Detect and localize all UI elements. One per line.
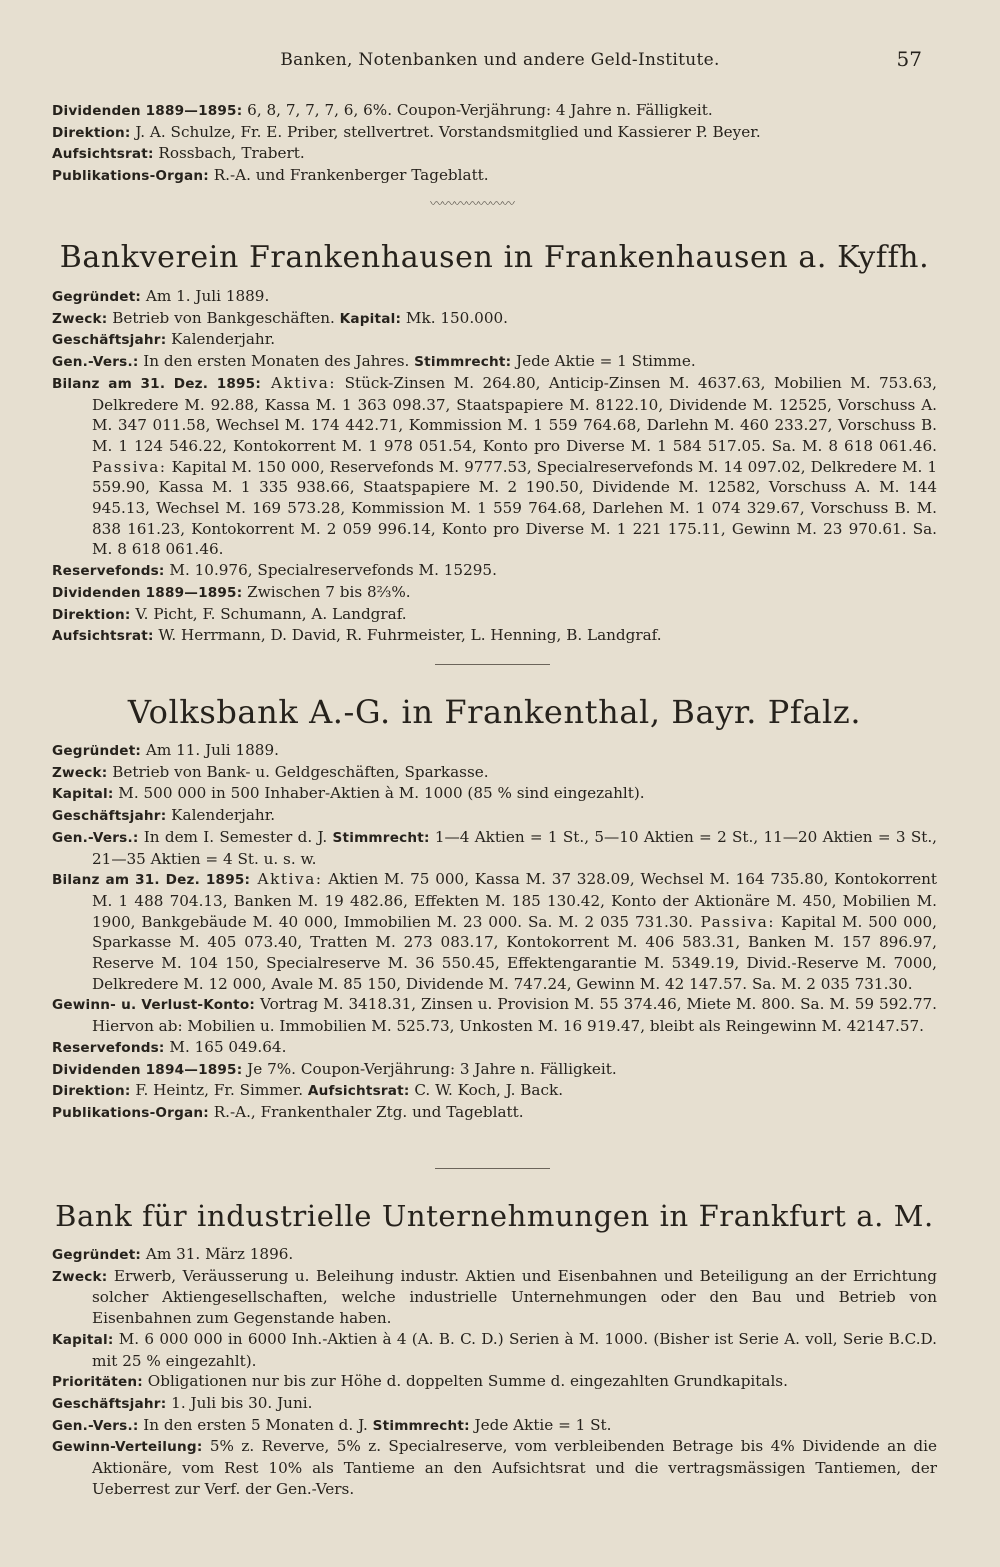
paragraph: Prioritäten: Obligationen nur bis zur Höhe d. doppelten Summe d. eingezahlten Grundkapitals. [52,1372,788,1391]
paragraph: Dividenden 1889—1895: 6, 8, 7, 7, 7, 6, 6%. Coupon-Verjährung: 4 Jahre n. Fälligkeit. [52,101,713,119]
running-head [0,47,1000,80]
paragraph: Reservefonds: M. 10.976, Specialreservefonds M. 15295. [52,561,497,580]
paragraph: Publikations-Organ: R.-A. und Frankenberger Tageblatt. [52,166,489,185]
paragraph: Direktion: J. A. Schulze, Fr. E. Priber, stellvertret. Vorstandsmitglied und Kassierer P. Beyer. [52,122,761,141]
top-continuation [52,100,937,187]
paragraph: Bilanz am 31. Dez. 1895: Aktiva: Aktien M. 75 000, Kassa M. 37 328.09, Wechsel M. 164 735.80, Kontokorrent M. 1 488 704.13, Banken M. 19 482.86, Effekten M. 185 130.42, Konto der Aktionäre M. 450, Mobilien M. 1900, Bankgebäude M. 40 000, Immobilien M. 23 000. Sa. M. 2 035 731.30. Passiva: Kapital M. 500 000, Sparkasse M. 405 073.40, Tratten M. 273 083.17, Kontokorrent M. 406 583.31, Banken M. 157 896.97, Reserve M. 104 150, Specialreserve M. 36 550.45, Effektengarantie M. 5349.19, Divid.-Reserve M. 7000, Delkredere M. 12 000, Avale M. 85 150, Dividende M. 747.24, Gewinn M. 42 147.57. Sa. M. 2 035 731.30. [52,870,937,993]
paragraph: Geschäftsjahr: Kalenderjahr. [52,330,276,349]
section-title: Volksbank A.-G. in Frankenthal, Bayr. Pfalz. [127,693,862,731]
paragraph: Kapital: M. 6 000 000 in 6000 Inh.-Aktien à 4 (A. B. C. D.) Serien à M. 1000. (Bisher ist Serie A. voll, Serie B.C.D. mit 25 % eingezahlt). [52,1329,937,1370]
paragraph: Reservefonds: M. 165 049.64. [52,1037,287,1056]
section-body [52,740,937,1124]
paragraph: Gen.-Vers.: In den ersten Monaten des Jahres. Stimmrecht: Jede Aktie = 1 Stimme. [52,352,696,371]
paragraph: Publikations-Organ: R.-A., Frankenthaler Ztg. und Tageblatt. [52,1102,524,1121]
running-title: Banken, Notenbanken und andere Geld-Institute. [280,50,720,70]
paragraph: Zweck: Betrieb von Bankgeschäften. Kapital: Mk. 150.000. [52,308,508,327]
paragraph: Gen.-Vers.: In den ersten 5 Monaten d. J. Stimmrecht: Jede Aktie = 1 St. [52,1415,612,1434]
paragraph: Direktion: V. Picht, F. Schumann, A. Landgraf. [52,604,407,623]
paragraph: Zweck: Erwerb, Veräusserung u. Beleihung industr. Aktien und Eisenbahnen und Beteiligung an der Errichtung solcher Aktiengesellschaften, welche industrielle Unternehmungen oder den Bau und Betrieb von Eisenbahnen zum Gegenstande haben. [52,1266,937,1328]
paragraph: Direktion: F. Heintz, Fr. Simmer. Aufsichtsrat: C. W. Koch, J. Back. [52,1081,564,1100]
paragraph: Aufsichtsrat: Rossbach, Trabert. [52,144,305,163]
paragraph: Gegründet: Am 31. März 1896. [52,1245,294,1263]
paragraph: Aufsichtsrat: W. Herrmann, D. David, R. Fuhrmeister, L. Henning, B. Landgraf. [52,626,662,645]
page-number: 57 [896,47,922,71]
paragraph: Dividenden 1894—1895: Je 7%. Coupon-Verjährung: 3 Jahre n. Fälligkeit. [52,1059,617,1078]
paragraph: Gen.-Vers.: In dem I. Semester d. J. Stimmrecht: 1—4 Aktien = 1 St., 5—10 Aktien = 2 St., 11—20 Aktien = 3 St., 21—35 Aktien = 4 St. u. s. w. [52,827,937,868]
section-title: Bankverein Frankenhausen in Frankenhausen a. Kyffh. [59,240,930,275]
wavy-divider: 〰〰〰〰〰〰〰 [430,197,515,212]
paragraph: Bilanz am 31. Dez. 1895: Aktiva: Stück-Zinsen M. 264.80, Anticip-Zinsen M. 4637.63, Mobilien M. 753.63, Delkredere M. 92.88, Kassa M. 1 363 098.37, Staatspapiere M. 8122.10, Dividende M. 12525, Vorschuss A. M. 347 011.58, Wechsel M. 174 442.71, Kommission M. 1 559 764.68, Darlehn M. 460 233.27, Vorschuss B. M. 1 124 546.22, Kontokorrent M. 1 978 051.54, Konto pro Diverse M. 1 584 517.05. Sa. M. 8 618 061.46. Passiva: Kapital M. 150 000, Reservefonds M. 9777.53, Specialreservefonds M. 14 097.02, Delkredere M. 1 559.90, Kassa M. 1 335 938.66, Staatspapiere M. 2 190.50, Dividende M. 12582, Vorschuss A. M. 144 945.13, Wechsel M. 169 573.28, Kommission M. 1 559 764.68, Darlehen M. 1 074 329.67, Vorschuss B. M. 838 161.23, Kontokorrent M. 2 059 996.14, Konto pro Diverse M. 1 221 175.11, Gewinn M. 23 970.61. Sa. M. 8 618 061.46. [52,373,937,559]
section-body [52,286,937,647]
paragraph: Gegründet: Am 11. Juli 1889. [52,741,279,759]
section-divider [435,664,550,665]
paragraph: Dividenden 1889—1895: Zwischen 7 bis 8⅔%. [52,582,411,601]
paragraph: Kapital: M. 500 000 in 500 Inhaber-Aktien à M. 1000 (85 % sind eingezahlt). [52,784,645,803]
section-title: Bank für industrielle Unternehmungen in Frankfurt a. M. [55,1199,934,1233]
paragraph: Gewinn- u. Verlust-Konto: Vortrag M. 3418.31, Zinsen u. Provision M. 55 374.46, Miete M. 800. Sa. M. 59 592.77. Hiervon ab: Mobilien u. Immobilien M. 525.73, Unkosten M. 16 919.47, bleibt als Reingewinn M. 42147.57. [52,995,937,1036]
paragraph: Geschäftsjahr: Kalenderjahr. [52,806,276,825]
section-body [52,1244,937,1499]
paragraph: Gegründet: Am 1. Juli 1889. [52,287,270,305]
paragraph: Gewinn-Verteilung: 5% z. Reverve, 5% z. Specialreserve, vom verbleibenden Betrage bis 4% Dividende an die Aktionäre, vom Rest 10% als Tantieme an den Aufsichtsrat und die vertragsmässigen Tantiemen, der Ueberrest zur Verf. der Gen.-Vers. [52,1437,937,1498]
paragraph: Geschäftsjahr: 1. Juli bis 30. Juni. [52,1393,313,1412]
section-divider [435,1168,550,1169]
paragraph: Zweck: Betrieb von Bank- u. Geldgeschäften, Sparkasse. [52,762,489,781]
